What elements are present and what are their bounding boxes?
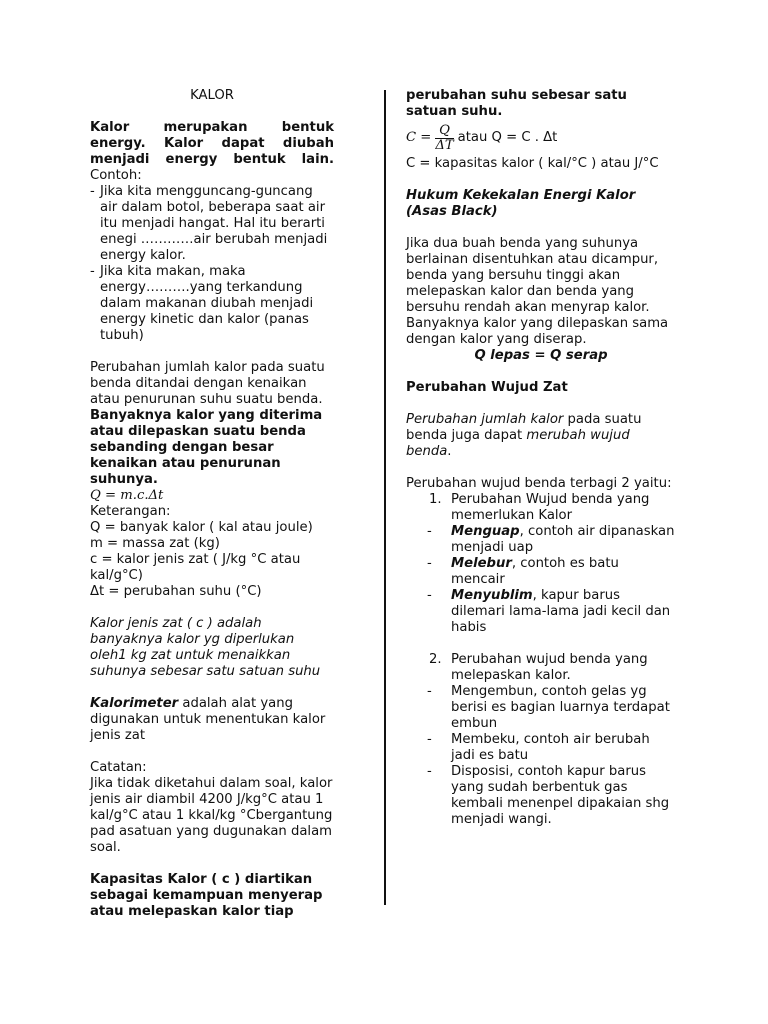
wujud-split: Perubahan wujud benda terbagi 2 yaitu:: [406, 476, 672, 491]
wujud-title-text: Perubahan Wujud Zat: [406, 380, 568, 395]
kapasitas-bold: Kapasitas Kalor ( c ) diartikan sebagai kemampuan menyerap atau melepaskan kalor tiap: [90, 872, 323, 919]
formula-numerator: Q: [435, 124, 453, 139]
term-rest: , contoh es batu mencair: [451, 556, 619, 587]
asas-black-formula: [406, 348, 676, 364]
kalorimeter-paragraph: [90, 696, 334, 744]
term-rest: , kapur barus dilemari lama-lama jadi kecil dan habis: [451, 588, 671, 635]
formula-lhs: C =: [406, 130, 432, 145]
hukum-paragraph: Jika dua buah benda yang suhunya berlainan disentuhkan atau dicampur, benda yang bersuhu tinggi akan melepaskan kalor dan benda yang bersuhu rendah akan menyrap kalor. Banyaknya kalor yang dilepaskan sama dengan kalor yang diserap.: [406, 236, 669, 347]
specific-heat-definition: [90, 616, 334, 680]
wujud-italic-2: merubah wujud benda: [406, 428, 630, 459]
page-title: KALOR: [190, 88, 234, 103]
list-item: [406, 588, 676, 636]
kalorimeter-rest: adalah alat yang digunakan untuk menentukan kalor jenis zat: [90, 696, 326, 743]
hukum-title-text: Hukum Kekekalan Energi Kalor (Asas Black): [406, 188, 636, 219]
list-item: [406, 556, 676, 588]
list-item: [406, 524, 676, 556]
formula-alt: atau Q = C . Δt: [457, 130, 558, 145]
keterangan-title: Keterangan:: [90, 504, 171, 519]
list-item: - Mengembun, contoh gelas yg berisi es bagian luarnya terdapat embun: [406, 684, 676, 732]
term-rest: , contoh air dipanaskan menjadi uap: [451, 524, 675, 555]
change-paragraph: Perubahan jumlah kalor pada suatu benda ditandai dengan kenaikan atau penurunan suhu suatu benda.: [90, 360, 325, 407]
wujud-end: .: [447, 444, 452, 459]
wujud-title: [406, 380, 676, 396]
formula-denominator: ΔT: [435, 137, 454, 153]
term-menyublim: Menyublim: [451, 588, 533, 603]
keterangan-item: Q = banyak kalor ( kal atau joule): [90, 520, 313, 535]
group2-heading: [406, 652, 676, 684]
bold-statement: Banyaknya kalor yang diterima atau dilepaskan suatu benda sebanding dengan besar kenaikan atau penurunan suhunya.: [90, 408, 323, 487]
bold-paragraph: [90, 408, 334, 488]
group1-list: [406, 524, 676, 636]
list-item: - Disposisi, contoh kapur barus yang sudah berbentuk gas kembali menenpel dipakaian shg menjadi wangi.: [406, 764, 676, 828]
formula-fraction: [435, 124, 453, 153]
specific-heat-text: Kalor jenis zat ( c ) adalah banyaknya kalor yg diperlukan oleh1 kg zat untuk menaikkan suhunya sebesar satu satuan suhu: [90, 616, 321, 679]
kapasitas-paragraph: [90, 872, 334, 920]
hukum-title: [406, 188, 676, 220]
intro-bold: Kalor merupakan bentuk energy. Kalor dapat diubah menjadi energy bentuk lain.: [90, 120, 334, 167]
wujud-text-mid: pada suatu benda juga dapat: [406, 412, 642, 443]
column-divider: [384, 90, 386, 905]
group1-number: 1.: [429, 492, 442, 507]
wujud-italic-1: Perubahan jumlah kalor: [406, 412, 564, 427]
right-column: [406, 88, 676, 828]
term-melebur: Melebur: [451, 556, 512, 571]
keterangan-item: Δt = perubahan suhu (°C): [90, 584, 262, 599]
keterangan-item: c = kalor jenis zat ( J/kg °C atau kal/g°C): [90, 552, 301, 583]
example-item: - Jika kita mengguncang-guncang air dalam botol, beberapa saat air itu menjadi hangat. Hal itu berarti enegi …………air berubah menjadi energy kalor.: [90, 184, 334, 264]
group1-title: Perubahan Wujud benda yang memerlukan Kalor: [451, 492, 650, 523]
capacity-definition: C = kapasitas kalor ( kal/°C ) atau J/°C: [406, 156, 659, 171]
asas-black-text: Q lepas = Q serap: [474, 348, 608, 363]
left-column: [90, 88, 334, 920]
heat-formula: Q = m.c.Δt: [90, 488, 164, 503]
intro-paragraph: [90, 120, 334, 184]
kalorimeter-term: Kalorimeter: [90, 696, 179, 711]
kapasitas-continued: [406, 88, 676, 120]
group2-title: Perubahan wujud benda yang melepaskan kalor.: [451, 652, 648, 683]
group2-list: [406, 684, 676, 828]
list-item: - Membeku, contoh air berubah jadi es batu: [406, 732, 676, 764]
catatan-text: Jika tidak diketahui dalam soal, kalor jenis air diambil 4200 J/kg°C atau 1 kal/g°C atau 1 kkal/kg °Cbergantung pad asatuan yang dugunakan dalam soal.: [90, 776, 333, 855]
intro-rest: Contoh:: [90, 168, 142, 183]
wujud-paragraph: [406, 412, 676, 460]
group1-heading: [406, 492, 676, 524]
capacity-formula: [406, 120, 676, 156]
kapasitas-cont-bold: perubahan suhu sebesar satu satuan suhu.: [406, 88, 627, 119]
term-menguap: Menguap: [451, 524, 520, 539]
group2-number: 2.: [429, 652, 442, 667]
examples-list: [90, 184, 334, 344]
keterangan-item: m = massa zat (kg): [90, 536, 220, 551]
example-item: - Jika kita makan, maka energy……….yang terkandung dalam makanan diubah menjadi energy kinetic dan kalor (panas tubuh): [90, 264, 334, 344]
catatan-title: Catatan:: [90, 760, 147, 775]
